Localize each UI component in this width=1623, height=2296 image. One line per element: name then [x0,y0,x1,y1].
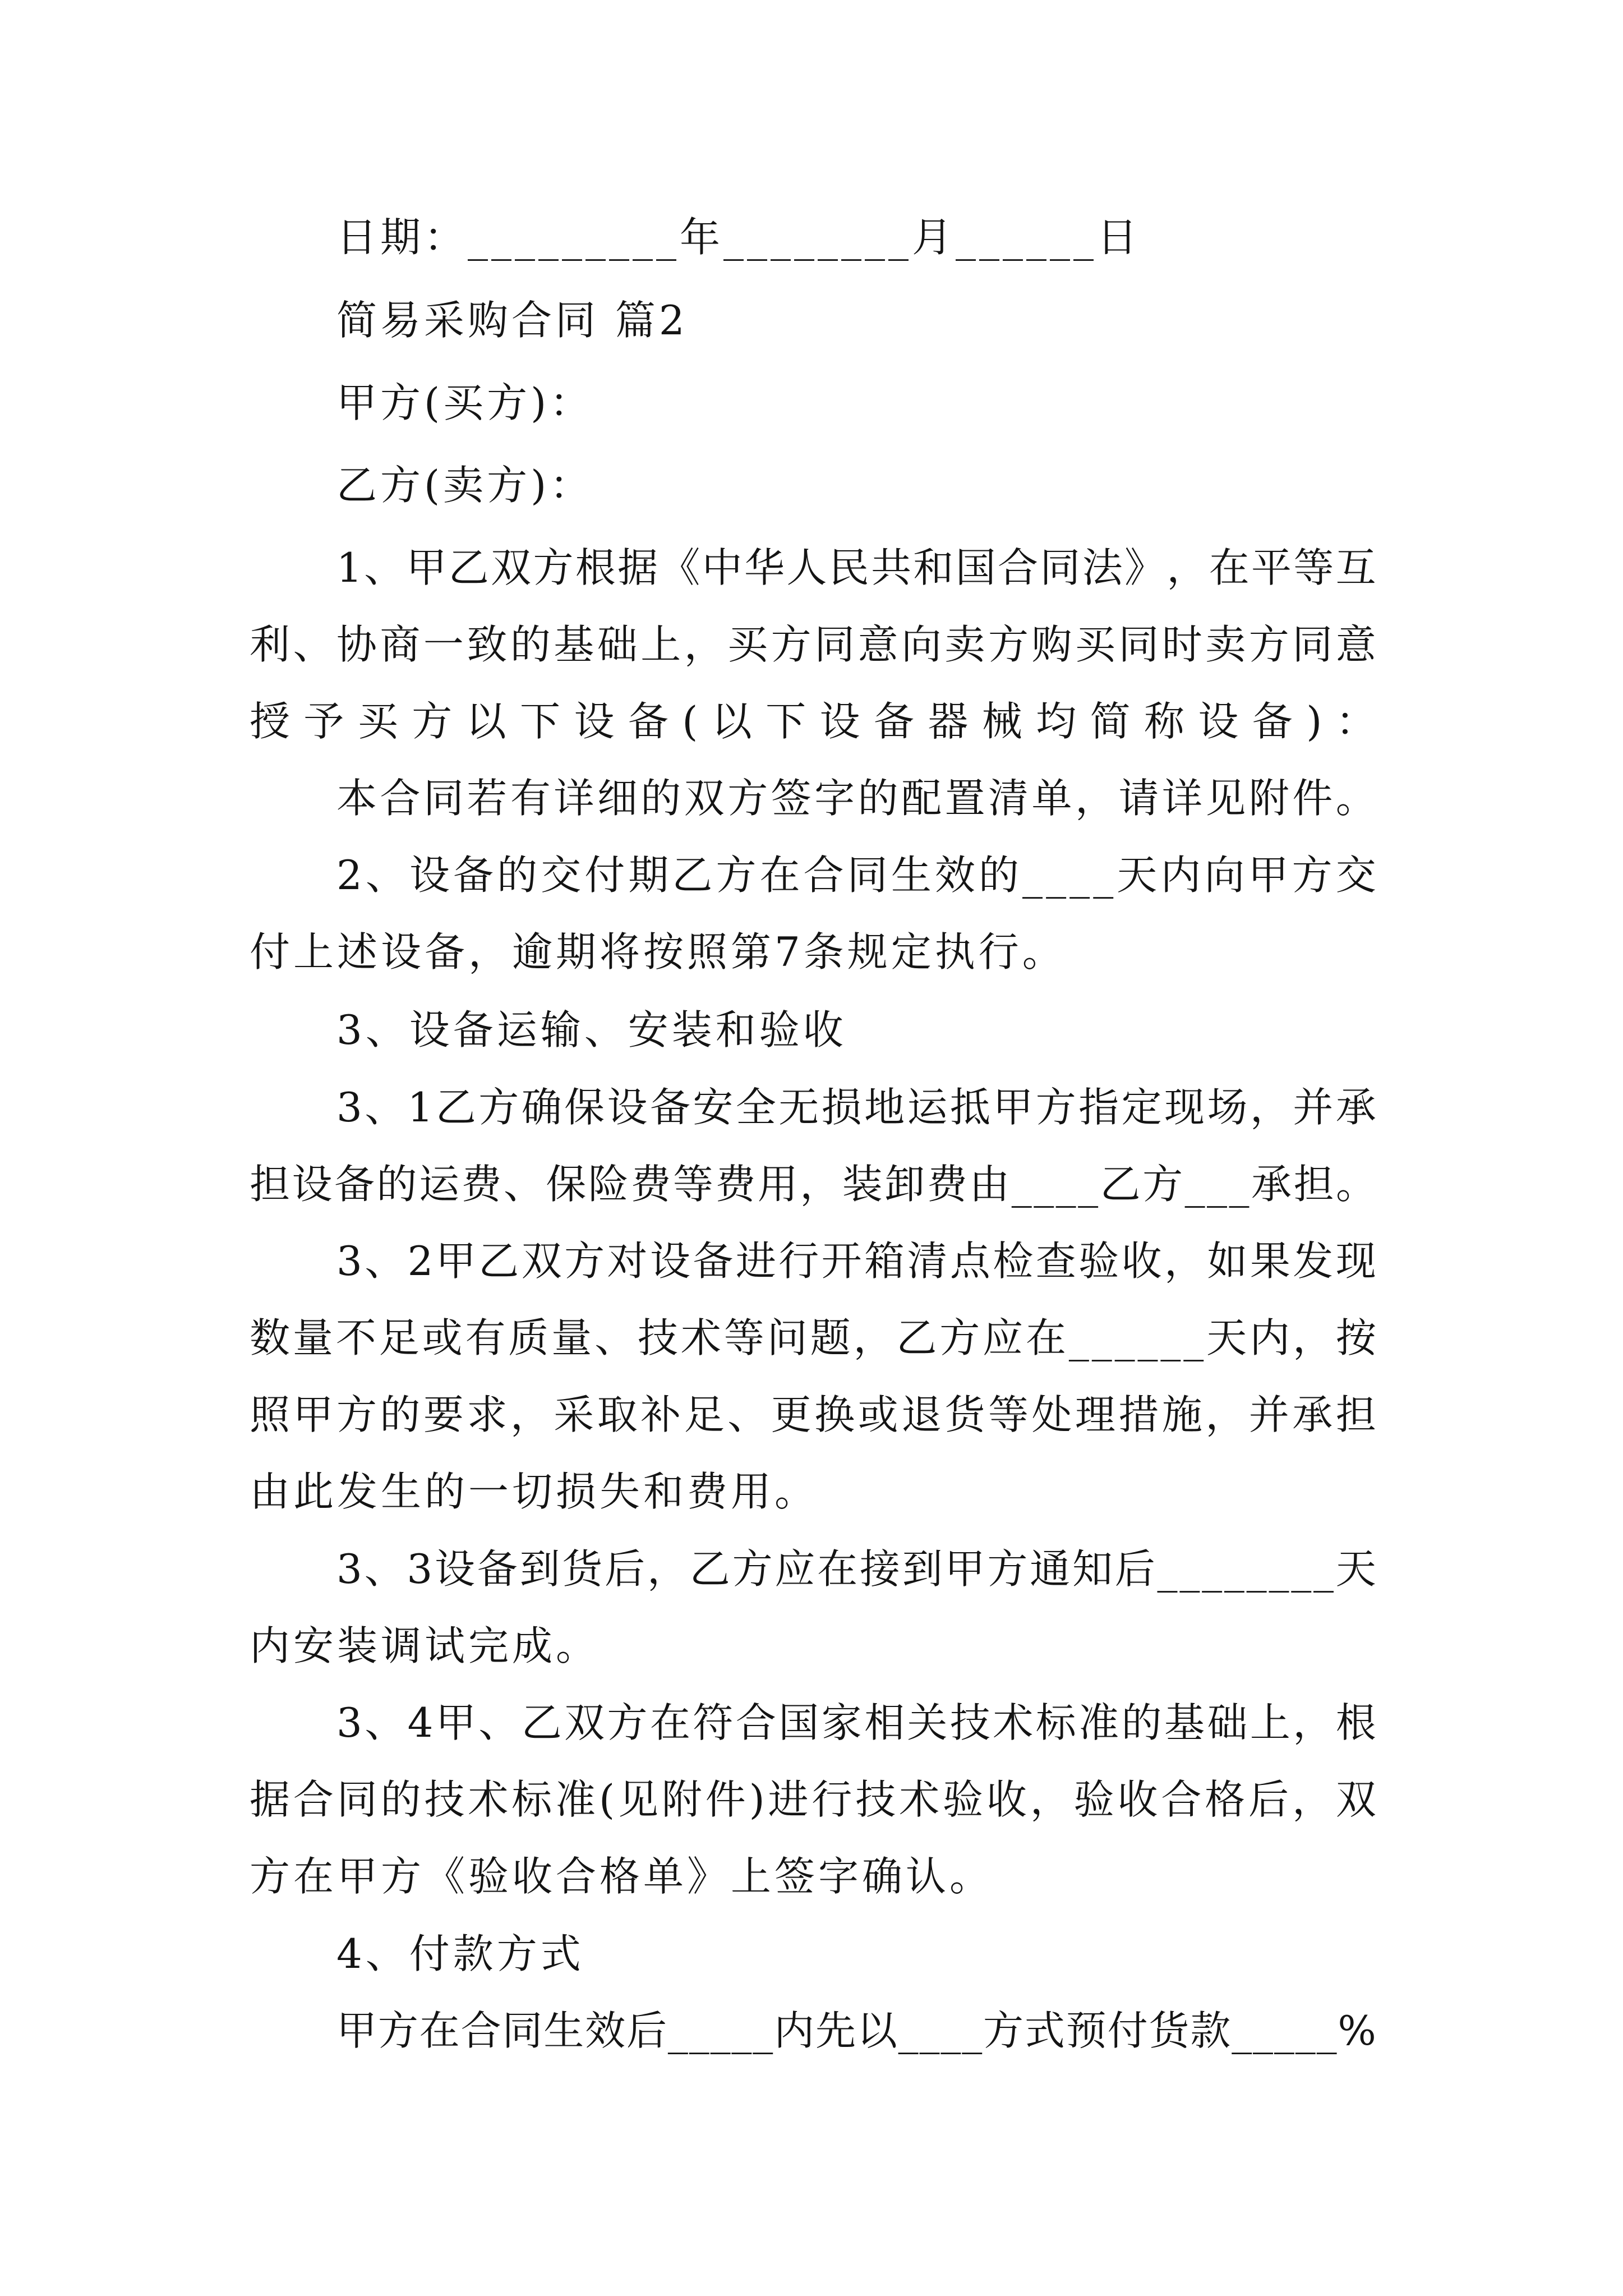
clause-1-line-1: 1 、 甲 乙 双 方 根 据 《 中 华 人 民 共 和 国 合 同 法 》 ， 在 平 等 互 [336,544,1376,591]
party-b-label: 乙方(卖方)： [336,462,594,509]
clause-3-2-line-2: 数 量 不 足 或 有 质 量 、 技 术 等 问 题 ， 乙 方 应 在 _ _ _ _ _ _ 天 内 ， 按 [250,1314,1376,1361]
clause-3-1-line-1: 3 、 1 乙 方 确 保 设 备 安 全 无 损 地 运 抵 甲 方 指 定 现 场 ， 并 承 [336,1084,1376,1131]
clause-4-line-1: 甲 方 在 合 同 生 效 后 _ _ _ _ _ 内 先 以 _ _ _ _ 方 式 预 付 货 款 _ _ _ _ _ % [336,2007,1376,2054]
clause-3-3-line-2: 内安装调试完成。 [250,1622,600,1669]
clause-3-3-line-1: 3 、 3 设 备 到 货 后 ， 乙 方 应 在 接 到 甲 方 通 知 后 _ _ _ _ _ _ _ _ 天 [336,1545,1376,1593]
clause-2-line-1: 2 、 设 备 的 交 付 期 乙 方 在 合 同 生 效 的 _ _ _ _ 天 内 向 甲 方 交 [336,852,1376,899]
clause-3-2-line-1: 3 、 2 甲 乙 双 方 对 设 备 进 行 开 箱 清 点 检 查 验 收 ， 如 果 发 现 [336,1237,1376,1285]
clause-3-2-line-4: 由此发生的一切损失和费用。 [250,1468,819,1515]
clause-2-line-2: 付上述设备，逾期将按照第7条规定执行。 [250,928,1066,976]
clause-1-line-3: 授 予 买 方 以 下 设 备 ( 以 下 设 备 器 械 均 简 称 设 备 ) ： [250,698,1376,745]
party-a-label: 甲方(买方)： [336,379,594,426]
date-line: 日期：_________年________月______日 [336,214,1141,261]
clause-1-line-2: 利 、 协 商 一 致 的 基 础 上 ， 买 方 同 意 向 卖 方 购 买 同 时 卖 方 同 意 [250,621,1376,668]
clause-4-heading: 4、付款方式 [336,1930,584,1977]
clause-3-4-line-3: 方在甲方《验收合格单》上签字确认。 [250,1853,994,1900]
clause-1-note: 本 合 同 若 有 详 细 的 双 方 签 字 的 配 置 清 单 ， 请 详 见 附 件 。 [336,775,1376,822]
clause-3-2-line-3: 照 甲 方 的 要 求 ， 采 取 补 足 、 更 换 或 退 货 等 处 理 措 施 ， 并 承 担 [250,1391,1376,1438]
clause-3-1-line-2: 担 设 备 的 运 费 、 保 险 费 等 费 用 ， 装 卸 费 由 _ _ _ _ 乙 方 _ _ _ 承 担 。 [250,1161,1376,1208]
clause-3-4-line-1: 3 、 4 甲 、 乙 双 方 在 符 合 国 家 相 关 技 术 标 准 的 基 础 上 ， 根 [336,1699,1376,1746]
contract-title: 简易采购合同 篇2 [336,297,688,344]
clause-3-4-line-2: 据 合 同 的 技 术 标 准 ( 见 附 件 ) 进 行 技 术 验 收 ， 验 收 合 格 后 ， 双 [250,1776,1376,1823]
clause-3-heading: 3、设备运输、安装和验收 [336,1006,847,1053]
